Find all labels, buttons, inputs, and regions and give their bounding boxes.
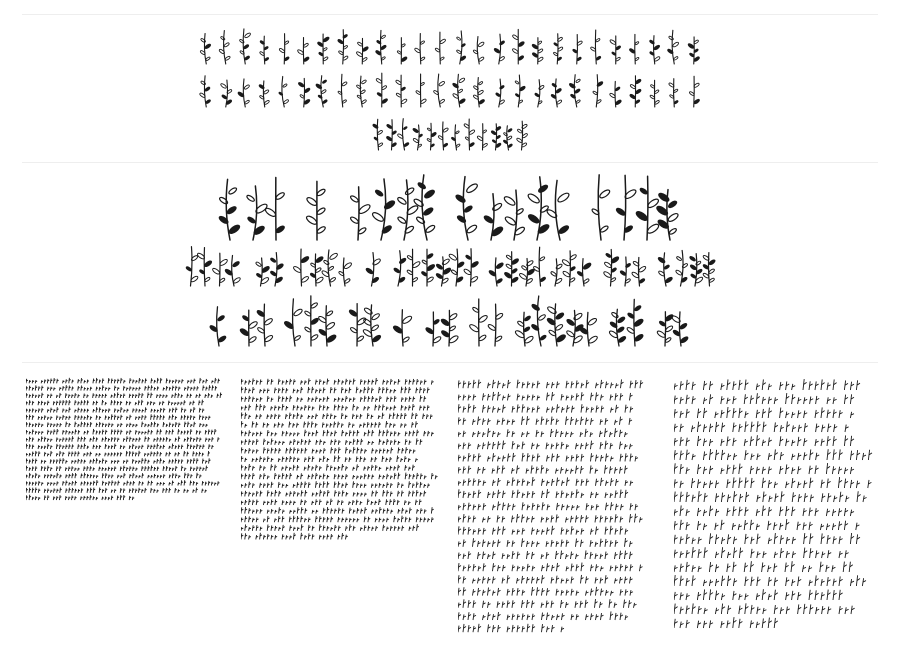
leaf-glyph (514, 312, 534, 346)
leaf-glyph (412, 125, 422, 150)
text-line (26, 429, 216, 434)
paragraph-svg (674, 376, 874, 638)
text-line (674, 477, 871, 488)
display-section (0, 172, 900, 350)
text-line (241, 447, 415, 453)
text-line (674, 421, 849, 432)
text-line (674, 407, 854, 418)
display-word (283, 296, 337, 346)
display-word (348, 304, 381, 346)
leaf-glyph (456, 31, 466, 64)
leaf-glyph (515, 75, 526, 107)
text-line (458, 550, 633, 559)
text-line (458, 611, 628, 620)
leaf-glyph (279, 76, 290, 107)
text-line (674, 463, 854, 474)
text-line (241, 490, 426, 497)
leaf-glyph (421, 249, 435, 286)
leaf-glyph (667, 30, 679, 64)
top-divider (22, 14, 878, 15)
leaf-glyph (609, 36, 621, 64)
leaf-glyph (473, 37, 485, 64)
leaf-glyph (375, 30, 386, 64)
glyph-row-svg (190, 28, 710, 68)
leaf-glyph (649, 36, 660, 64)
leaf-glyph (657, 253, 673, 286)
leaf-glyph (451, 125, 460, 150)
display-word (591, 175, 679, 240)
leaf-glyph (283, 299, 303, 346)
leaf-glyph (298, 78, 311, 107)
leaf-glyph (209, 307, 227, 346)
text-line (26, 407, 204, 412)
leaf-glyph (199, 76, 211, 107)
text-line (241, 464, 415, 471)
leaf-glyph (246, 186, 268, 240)
text-line (241, 481, 430, 488)
leaf-glyph (337, 30, 348, 64)
text-line (26, 414, 210, 419)
lower-divider (22, 362, 878, 363)
leaf-glyph (220, 80, 232, 107)
leaf-glyph (197, 248, 213, 286)
leaf-glyph (219, 31, 231, 64)
display-word (350, 175, 436, 240)
text-line (674, 505, 854, 516)
leaf-glyph (532, 38, 544, 64)
leaf-glyph (495, 79, 505, 107)
display-word (469, 299, 504, 346)
display-word (455, 177, 570, 240)
alphabet-section (0, 28, 900, 154)
text-line (458, 538, 633, 547)
leaf-glyph (463, 249, 479, 286)
display-word (514, 296, 598, 346)
leaf-glyph (425, 312, 442, 346)
leaf-glyph (218, 179, 241, 240)
leaf-glyph (504, 252, 520, 286)
text-line (26, 392, 222, 397)
text-line (674, 379, 860, 390)
leaf-glyph (438, 122, 449, 150)
leaf-glyph (397, 180, 419, 240)
text-line (241, 455, 418, 462)
leaf-glyph (376, 73, 389, 107)
text-line (241, 387, 429, 394)
leaf-glyph (279, 34, 290, 64)
leaf-glyph (397, 119, 409, 150)
leaf-glyph (270, 253, 284, 286)
text-line (26, 400, 204, 405)
text-line (674, 617, 778, 628)
leaf-glyph (551, 79, 563, 107)
leaf-glyph (577, 259, 592, 286)
leaf-glyph (338, 258, 352, 286)
leaf-glyph (362, 305, 381, 346)
leaf-glyph (321, 250, 338, 286)
leaf-glyph (239, 310, 258, 346)
text-line (241, 412, 433, 419)
display-row-svg (160, 294, 740, 350)
leaf-glyph (464, 119, 476, 150)
leaf-glyph (519, 259, 536, 286)
leaf-glyph (473, 78, 485, 107)
middle-divider (22, 162, 878, 163)
display-word (393, 249, 479, 286)
leaf-glyph (395, 75, 407, 107)
leaf-glyph (305, 181, 326, 240)
text-line (26, 488, 207, 493)
leaf-glyph (631, 257, 646, 286)
leaf-glyph (534, 80, 544, 107)
text-line (241, 499, 422, 505)
text-line (458, 599, 637, 608)
leaf-glyph (671, 312, 689, 346)
paragraph-column-xlarge (674, 376, 874, 638)
text-line (458, 404, 633, 413)
leaf-glyph (620, 257, 631, 286)
leaf-glyph (371, 179, 396, 240)
display-word (239, 304, 273, 346)
leaf-glyph (317, 34, 330, 64)
text-line (458, 379, 643, 388)
text-line (241, 395, 426, 402)
alphabet-row-1 (0, 28, 900, 68)
leaf-glyph (413, 175, 436, 240)
leaf-glyph (687, 37, 700, 64)
text-line (26, 451, 210, 456)
leaf-glyph (448, 249, 465, 286)
leaf-glyph (255, 258, 270, 286)
display-word (293, 249, 353, 286)
text-line (26, 444, 214, 449)
text-line (26, 385, 217, 390)
leaf-glyph (579, 312, 598, 346)
text-line (458, 453, 638, 461)
leaf-glyph (407, 249, 421, 286)
text-line (674, 533, 860, 544)
text-line (241, 524, 419, 531)
leaf-glyph (503, 190, 526, 240)
display-word (255, 253, 284, 286)
leaf-glyph (469, 299, 489, 346)
text-line (26, 480, 219, 485)
text-line (241, 533, 348, 540)
leaf-glyph (392, 310, 412, 346)
text-line (241, 438, 422, 444)
text-line (458, 501, 638, 510)
leaf-glyph (572, 35, 582, 64)
display-word (209, 307, 227, 346)
glyph-row-svg (365, 114, 535, 154)
display-word (488, 247, 592, 286)
display-word (603, 249, 647, 286)
leaf-glyph (569, 75, 581, 107)
leaf-glyph (310, 254, 324, 286)
text-line (674, 547, 849, 558)
paragraph-column-large (458, 376, 658, 638)
display-word (186, 247, 241, 286)
leaf-glyph (435, 32, 446, 64)
display-row-svg (190, 172, 710, 244)
leaf-glyph (553, 34, 563, 64)
display-row-1 (0, 172, 900, 244)
display-word (365, 253, 381, 286)
leaf-glyph (200, 33, 211, 64)
text-line (458, 392, 633, 400)
text-line (458, 587, 633, 596)
display-word (218, 177, 285, 240)
text-line (241, 516, 434, 523)
leaf-glyph (427, 123, 437, 150)
text-line (241, 430, 434, 437)
leaf-glyph (608, 309, 626, 346)
paragraph-svg (458, 376, 658, 638)
text-line (674, 603, 855, 614)
leaf-glyph (440, 310, 459, 346)
leaf-glyph (356, 38, 369, 64)
text-line (674, 589, 843, 600)
leaf-glyph (393, 251, 406, 286)
text-line (26, 378, 220, 383)
text-line (674, 449, 872, 460)
text-line (26, 458, 210, 463)
leaf-glyph (689, 76, 700, 107)
leaf-glyph (512, 29, 525, 64)
text-line (26, 495, 134, 500)
paragraph-svg (26, 376, 226, 506)
leaf-glyph (494, 34, 505, 64)
text-line (458, 575, 633, 583)
text-line (674, 393, 854, 404)
leaf-glyph (527, 177, 550, 240)
text-line (458, 416, 632, 425)
text-line (241, 378, 434, 384)
leaf-glyph (488, 258, 504, 286)
leaf-glyph (615, 175, 637, 240)
leaf-glyph (591, 175, 611, 240)
text-line (241, 473, 437, 480)
leaf-glyph (365, 253, 381, 286)
leaf-glyph (516, 121, 528, 150)
leaf-glyph (609, 81, 622, 107)
leaf-glyph (297, 38, 310, 64)
text-line (458, 441, 633, 450)
alphabet-row-2 (0, 71, 900, 111)
alphabet-row-3 (0, 114, 900, 154)
display-row-2 (0, 246, 900, 290)
paragraph-column-medium (241, 376, 441, 546)
leaf-glyph (656, 190, 680, 240)
text-line (26, 473, 201, 478)
text-line (26, 436, 219, 441)
display-word (425, 310, 459, 346)
text-line (458, 465, 628, 474)
leaf-glyph (550, 259, 563, 286)
leaf-glyph (414, 34, 425, 64)
display-word (608, 299, 644, 346)
leaf-glyph (503, 126, 513, 150)
leaf-glyph (256, 304, 273, 346)
leaf-glyph (436, 257, 452, 286)
leaf-glyph (304, 296, 319, 346)
display-row-3 (0, 294, 900, 350)
text-line (458, 526, 628, 535)
leaf-glyph (546, 304, 566, 346)
leaf-glyph (491, 124, 502, 150)
leaf-glyph (668, 79, 678, 107)
text-line (26, 466, 208, 471)
leaf-glyph (675, 250, 688, 286)
text-line (458, 514, 643, 523)
leaf-glyph (629, 34, 639, 64)
text-line (674, 575, 866, 586)
leaf-glyph (415, 74, 426, 107)
leaf-glyph (186, 247, 199, 286)
leaf-glyph (455, 177, 479, 240)
text-line (458, 428, 628, 437)
leaf-glyph (626, 299, 644, 346)
leaf-glyph (546, 180, 570, 240)
leaf-glyph (629, 76, 641, 107)
paragraph-column-small (26, 376, 226, 506)
leaf-glyph (603, 249, 620, 286)
leaf-glyph (264, 177, 285, 240)
text-line (674, 519, 859, 530)
display-row-svg (150, 246, 750, 290)
leaf-glyph (702, 253, 715, 286)
leaf-glyph (259, 81, 270, 107)
leaf-glyph (561, 251, 577, 286)
text-line (674, 435, 854, 446)
display-word (656, 312, 689, 346)
leaf-glyph (318, 306, 337, 346)
text-line (458, 489, 628, 498)
leaf-glyph (483, 194, 504, 240)
leaf-glyph (689, 254, 703, 286)
leaf-glyph (397, 38, 408, 64)
text-line (241, 404, 429, 411)
text-line (26, 422, 208, 427)
leaf-glyph (372, 119, 383, 150)
leaf-glyph (533, 247, 546, 286)
leaf-glyph (239, 29, 251, 64)
display-word (305, 181, 326, 240)
display-word (392, 310, 412, 346)
text-line (674, 491, 867, 502)
display-word (657, 250, 715, 286)
text-line (674, 561, 853, 572)
leaf-glyph (315, 76, 327, 107)
leaf-glyph (237, 79, 250, 107)
leaf-glyph (386, 120, 397, 150)
leaf-glyph (650, 80, 660, 107)
leaf-glyph (350, 187, 372, 240)
text-line (458, 477, 633, 486)
paragraph-svg (241, 376, 441, 546)
text-line (241, 507, 434, 514)
text-line (458, 563, 643, 572)
leaf-glyph (656, 312, 674, 346)
leaf-glyph (433, 74, 445, 107)
glyph-row-svg (190, 71, 710, 111)
leaf-glyph (590, 30, 601, 64)
leaf-glyph (477, 124, 488, 150)
leaf-glyph (293, 249, 310, 286)
leaf-glyph (356, 76, 367, 107)
leaf-glyph (259, 36, 269, 64)
text-line (241, 421, 418, 428)
leaf-glyph (452, 74, 466, 107)
leaf-glyph (487, 304, 503, 346)
text-line (458, 624, 564, 632)
leaf-glyph (338, 74, 348, 107)
leaf-glyph (592, 75, 603, 107)
